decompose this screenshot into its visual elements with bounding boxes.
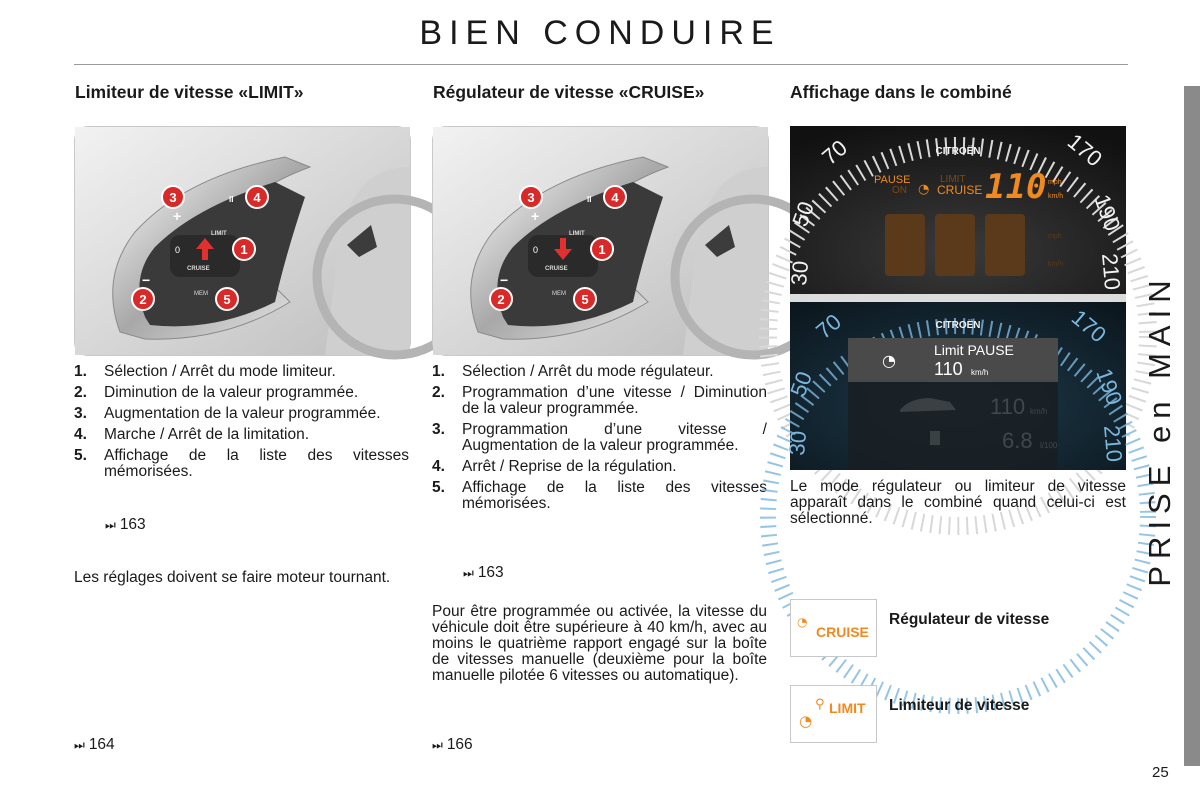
page-reference-icon: ⏭ [463,566,474,580]
svg-text:5: 5 [581,292,589,307]
callout-3 [520,186,542,208]
svg-text:mph: mph [1048,233,1062,240]
callout-4 [604,186,626,208]
wheel-label-minus: − [500,272,509,288]
svg-text:3: 3 [169,190,177,205]
gauge-icon: ◔ [797,615,808,629]
list-item: 2. Programmation d’une vitesse / Diminution de la valeur programmée. [432,384,767,417]
wheel-label-off: 0 [533,245,539,255]
limiter-footer-reference[interactable]: ⏭ 164 [74,736,115,753]
callout-3 [162,186,184,208]
svg-text:2: 2 [139,292,147,307]
bottom-set-speed: 110 [934,359,963,379]
list-item: 4. Arrêt / Reprise de la régulation. [432,458,677,475]
svg-text:2: 2 [497,292,505,307]
svg-text:50: 50 [785,368,818,400]
callout-2 [132,288,154,310]
callout-5 [216,288,238,310]
limiter-heading: Limiteur de vitesse «LIMIT» [75,82,304,102]
bottom-status-label: Limit PAUSE [934,342,1014,358]
svg-text:210: 210 [1097,252,1126,292]
list-item: 2. Diminution de la valeur programmée. [74,384,359,401]
callout-2 [490,288,512,310]
page-reference-icon: ⏭ [432,738,443,752]
wheel-label-mem: MEM [194,291,208,297]
wheel-label-pause: II [229,195,234,204]
limiter-items-reference[interactable]: ⏭ 163 [105,516,146,533]
page-reference-icon: ⏭ [74,738,85,752]
svg-text:170: 170 [1062,128,1107,172]
display-heading: Affichage dans le combiné [790,82,1012,102]
svg-text:1: 1 [240,242,248,257]
svg-text:70: 70 [811,308,846,344]
svg-text:70: 70 [817,134,852,170]
list-item: 5. Affichage de la liste des vitesses mémorisées. [432,479,767,512]
svg-text:50: 50 [787,198,820,230]
bottom-unit: km/h [971,368,989,377]
steering-wheel-cruise-image [432,126,769,356]
callout-1 [591,238,613,260]
wheel-label-minus: − [142,272,151,288]
wheel-label-plus: + [173,208,182,224]
svg-text:km/h: km/h [1030,407,1048,416]
svg-text:1: 1 [598,242,606,257]
steering-wheel-limiter-image [74,126,411,356]
svg-text:4: 4 [611,190,619,205]
cruise-gauge-icon: ◔ [918,182,930,197]
limit-indicator-label: Limiteur de vitesse [889,697,1030,714]
top-limit-label: LIMIT [940,174,966,185]
stored-speed-value: 110 [990,394,1026,419]
svg-text:km/h: km/h [1048,261,1064,268]
svg-text:4: 4 [253,190,261,205]
svg-text:LIMIT: LIMIT [829,700,866,716]
cruise-items-reference[interactable]: ⏭ 163 [463,564,504,581]
svg-text:210: 210 [1099,424,1128,464]
list-item: 1. Sélection / Arrêt du mode limiteur. [74,363,336,380]
top-unit-mph: mph [1048,179,1062,186]
limiter-note: Les réglages doivent se faire moteur tournant. [74,569,391,586]
limit-indicator-icon [790,685,877,743]
callout-5 [574,288,596,310]
svg-text:CITROËN: CITROËN [935,320,981,331]
key-icon: ⚲ [815,697,825,712]
top-cruise-label: CRUISE [937,183,983,197]
svg-text:30: 30 [786,259,814,287]
speed-limit-gauge-icon: ◔ [882,351,896,370]
svg-text:l/100: l/100 [1040,441,1058,450]
brand-logo: CITROËN [935,146,981,157]
title-divider [74,64,1128,65]
svg-text:190: 190 [1089,191,1126,235]
page-number: 25 [1152,764,1169,781]
fuel-consumption-value: 6.8 [1002,428,1033,453]
svg-text:3: 3 [527,190,535,205]
wheel-label-pause: II [587,195,592,204]
svg-text:30: 30 [784,429,812,457]
top-on-label: ON [892,185,907,196]
cruise-indicator-icon [790,599,877,657]
fuel-pump-icon [930,431,940,445]
cruise-footer-reference[interactable]: ⏭ 166 [432,736,473,753]
wheel-label-limit: LIMIT [569,231,585,237]
top-unit-kmh: km/h [1048,193,1064,200]
cruise-list [432,364,767,517]
list-item: 1. Sélection / Arrêt du mode régulateur. [432,363,714,380]
speed-segment-display [885,214,1025,276]
svg-text:CRUISE: CRUISE [816,624,869,640]
cruise-indicator-label: Régulateur de vitesse [889,611,1050,628]
top-pause-label: PAUSE [874,174,911,186]
instrument-cluster-image [784,126,1128,470]
wheel-label-off: 0 [175,245,181,255]
section-tab [1184,86,1200,766]
list-item: 4. Marche / Arrêt de la limitation. [74,426,310,443]
wheel-label-limit: LIMIT [211,231,227,237]
gauge-icon: ◔ [799,712,813,730]
list-item: 5. Affichage de la liste des vitesses mémorisées. [74,447,409,480]
callout-1 [233,238,255,260]
limiter-list [74,364,409,485]
svg-text:190: 190 [1091,365,1128,409]
wheel-label-cruise: CRUISE [187,266,210,272]
page-title: BIEN CONDUIRE [419,14,781,52]
svg-text:170: 170 [1066,304,1111,348]
callout-4 [246,186,268,208]
page-reference-icon: ⏭ [105,518,116,532]
wheel-label-cruise: CRUISE [545,266,568,272]
cruise-heading: Régulateur de vitesse «CRUISE» [433,82,705,102]
wheel-label-mem: MEM [552,291,566,297]
list-item: 3. Programmation d’une vitesse / Augmentation de la valeur programmée. [432,421,767,454]
top-set-speed: 110 [985,167,1047,207]
display-caption: Le mode régulateur ou limiteur de vitesse apparaît dans le combiné quand celui-ci est sélectionné. [790,478,1126,527]
svg-text:5: 5 [223,292,231,307]
cruise-note: Pour être programmée ou activée, la vitesse du véhicule doit être supérieure à 40 km/h, avec au moins le quatrième rapport engagé sur la boîte de vitesses manuelle (deuxième pour la boîte manuelle pilotée 6 vitesses ou automatique). [432,603,767,684]
list-item: 3. Augmentation de la valeur programmée. [74,405,381,422]
wheel-label-plus: + [531,208,540,224]
